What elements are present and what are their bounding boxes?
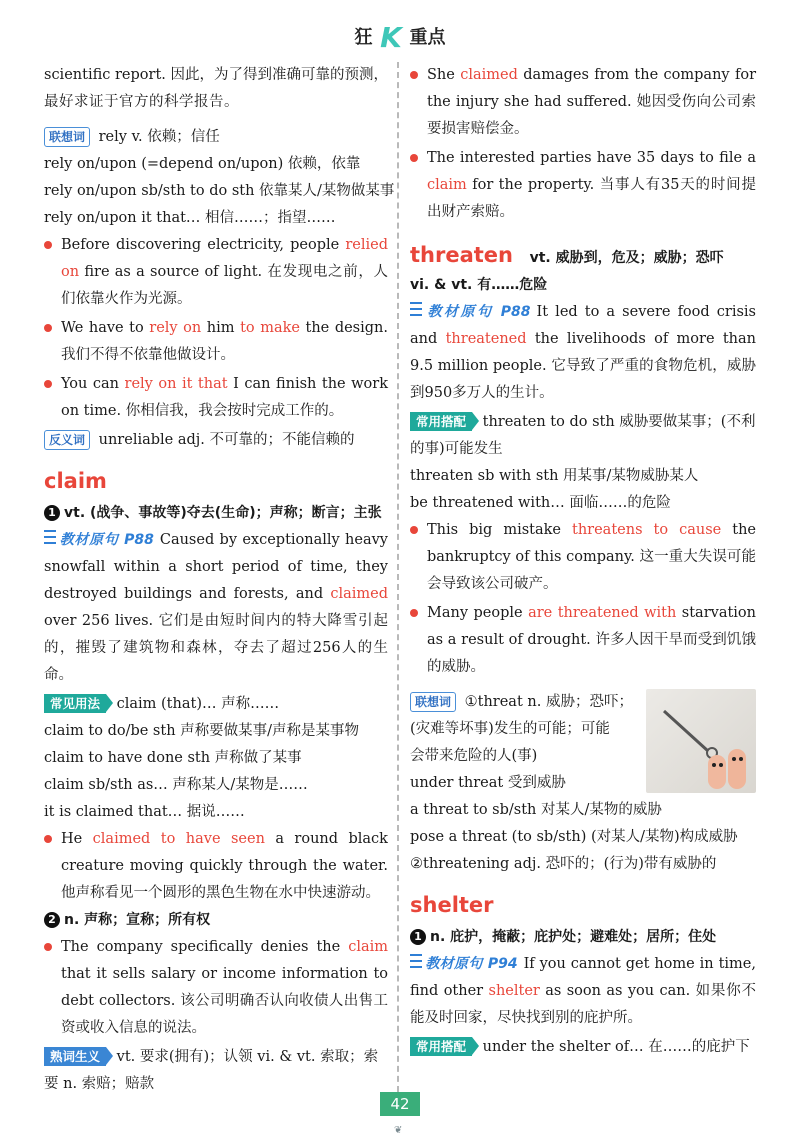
phrase-line: rely on/upon it that… 相信……；指望……: [44, 210, 336, 226]
usage-tag: 常见用法: [44, 694, 106, 713]
finger-puppets-illustration: [646, 689, 756, 793]
example-sentence: He claimed to have seen a round black creature moving quickly through the water. 他声称看见一个圆形的黑色生物在水中快速游动。: [44, 826, 388, 907]
textbook-source: 教材原句 P94 If you cannot get home in time, find other shelter as soon as you can. 如果你不能及时回家，尽快找到别的庇护所。: [410, 956, 756, 1026]
example-sentence: This big mistake threatens to cause the bankruptcy of this company. 这一重大失误可能会导致该公司破产。: [410, 517, 756, 598]
continued-text: 最好求证于官方的科学报告。: [44, 94, 239, 110]
phrase-line: claim to do/be sth 声称要做某事/声称是某事物: [44, 723, 360, 739]
page-number: 42: [380, 1092, 420, 1116]
headword-shelter: shelter: [410, 893, 494, 917]
example-sentence: Many people are threatened with starvation as a result of drought. 许多人因干旱而受到饥饿的威胁。: [410, 600, 756, 681]
header-right: 重点: [409, 27, 446, 48]
example-sentence: Before discovering electricity, people relied on fire as a source of light. 在发现电之前，人们依靠火作为光源。: [44, 232, 388, 313]
right-column: [410, 62, 756, 1061]
definition: vi. & vt. 有……危险: [410, 277, 548, 293]
bullet-dot-icon: [44, 324, 52, 332]
textbook-source: 教材原句 P88 It led to a severe food crisis and threatened the livelihoods of more than 9.5 million people. 它导致了严重的食物危机，威胁到950多万人的生计。: [410, 304, 756, 401]
bullet-dot-icon: [44, 380, 52, 388]
phrase-line: threaten sb with sth 用某事/某物威胁某人: [410, 468, 699, 484]
assoc-text: rely v. 依赖；信任: [98, 129, 220, 145]
collocation-line: 常用搭配 threaten to do sth 威胁要做某事；(不利的事)可能发生: [410, 414, 756, 457]
sense-number: 2: [44, 912, 60, 928]
polysemy-tag: 熟词生义: [44, 1047, 106, 1066]
bullet-dot-icon: [410, 526, 418, 534]
phrase-line: a threat to sb/sth 对某人/某物的威胁: [410, 802, 662, 818]
usage-line: 常见用法 claim (that)… 声称……: [44, 691, 388, 718]
phrase-line: pose a threat (to sb/sth) (对某人/某物)构成威胁: [410, 829, 738, 845]
header-k-logo: K: [380, 21, 402, 54]
textbook-source-tag: 教材原句 P88: [44, 532, 154, 548]
assoc-tag: 联想词: [410, 692, 456, 712]
bullet-dot-icon: [410, 609, 418, 617]
left-column: [44, 62, 395, 1098]
definition: 1 vt. (战争、事故等)夺去(生命)；声称；断言；主张: [44, 500, 388, 527]
bullet-dot-icon: [410, 71, 418, 79]
page-header: [0, 21, 800, 64]
phrase-line: under threat 受到威胁: [410, 775, 566, 791]
example-sentence: We have to rely on him to make the design. 我们不得不依靠他做设计。: [44, 315, 388, 369]
collocation-tag: 常用搭配: [410, 412, 472, 431]
phrase-line: be threatened with… 面临……的危险: [410, 495, 671, 511]
definition: 1 n. 庇护，掩蔽；庇护处；避难处；居所；住处: [410, 924, 756, 951]
phrase-line: rely on/upon (=depend on/upon) 依赖，依靠: [44, 156, 361, 172]
book-icon: [410, 302, 422, 316]
book-icon: [410, 954, 422, 968]
textbook-source-tag: 教材原句 P88: [410, 304, 531, 320]
phrase-line: it is claimed that… 据说……: [44, 804, 245, 820]
example-sentence: She claimed damages from the company for the injury she had suffered. 她因受伤向公司索要损害赔偿金。: [410, 62, 756, 143]
phrase-line: claim sb/sth as… 声称某人/某物是……: [44, 777, 308, 793]
definition: 2 n. 声称；宣称；所有权: [44, 907, 388, 934]
textbook-source: 教材原句 P88 Caused by exceptionally heavy snowfall within a short period of time, they destroyed buildings and forests, and claimed over 256 lives. 它们是由短时间内的特大降雪引起的，摧毁了建筑物和森林，夺去了超过256人的生命。: [44, 532, 388, 683]
phrase-line: (灾难等坏事)发生的可能；可能: [410, 721, 610, 737]
sense-number: 1: [44, 505, 60, 521]
column-divider: [397, 62, 399, 1102]
example-sentence: You can rely on it that I can finish the work on time. 你相信我，我会按时完成工作的。: [44, 371, 388, 425]
continued-text: scientific report. 因此，为了得到准确可靠的预测，: [44, 67, 388, 83]
phrase-line: claim to have done sth 声称做了某事: [44, 750, 302, 766]
bullet-dot-icon: [44, 241, 52, 249]
collocation-tag: 常用搭配: [410, 1037, 472, 1056]
antonym-line: 反义词 unreliable adj. 不可靠的；不能信赖的: [44, 427, 388, 454]
bullet-dot-icon: [44, 835, 52, 843]
leaf-ornament-icon: ❦: [394, 1125, 403, 1136]
assoc-line: 联想词 ①threat n. 威胁；恐吓；: [410, 689, 756, 716]
antonym-tag: 反义词: [44, 430, 90, 450]
polysemy-line: 熟词生义 vt. 要求(拥有)；认领 vi. & vt. 索取；索要 n. 索赔；赔款: [44, 1049, 379, 1092]
phrase-line: ②threatening adj. 恐吓的；(行为)带有威胁的: [410, 856, 717, 872]
phrase-line: 会带来危险的人(事): [410, 748, 538, 764]
headword-line: threaten vt. 威胁到，危及；威胁；恐吓: [410, 240, 756, 272]
header-left: 狂: [354, 27, 373, 48]
headword-claim: claim: [44, 469, 107, 493]
collocation-line: 常用搭配 under the shelter of… 在……的庇护下: [410, 1034, 756, 1061]
assoc-tag: 联想词: [44, 127, 90, 147]
assoc-block: [410, 689, 756, 878]
book-icon: [44, 530, 56, 544]
example-sentence: The company specifically denies the claim that it sells salary or income information to debt collectors. 该公司明确否认向收债人出售工资或收入信息的说法。: [44, 934, 388, 1042]
assoc-line: [44, 124, 388, 151]
headword-threaten: threaten: [410, 243, 513, 267]
finger-puppets-image: [646, 689, 756, 793]
bullet-dot-icon: [44, 943, 52, 951]
phrase-line: rely on/upon sb/sth to do sth 依靠某人/某物做某事: [44, 183, 395, 199]
example-sentence: The interested parties have 35 days to file a claim for the property. 当事人有35天的时间提出财产索赔。: [410, 145, 756, 226]
textbook-source-tag: 教材原句 P94: [410, 956, 518, 972]
bullet-dot-icon: [410, 154, 418, 162]
sense-number: 1: [410, 929, 426, 945]
